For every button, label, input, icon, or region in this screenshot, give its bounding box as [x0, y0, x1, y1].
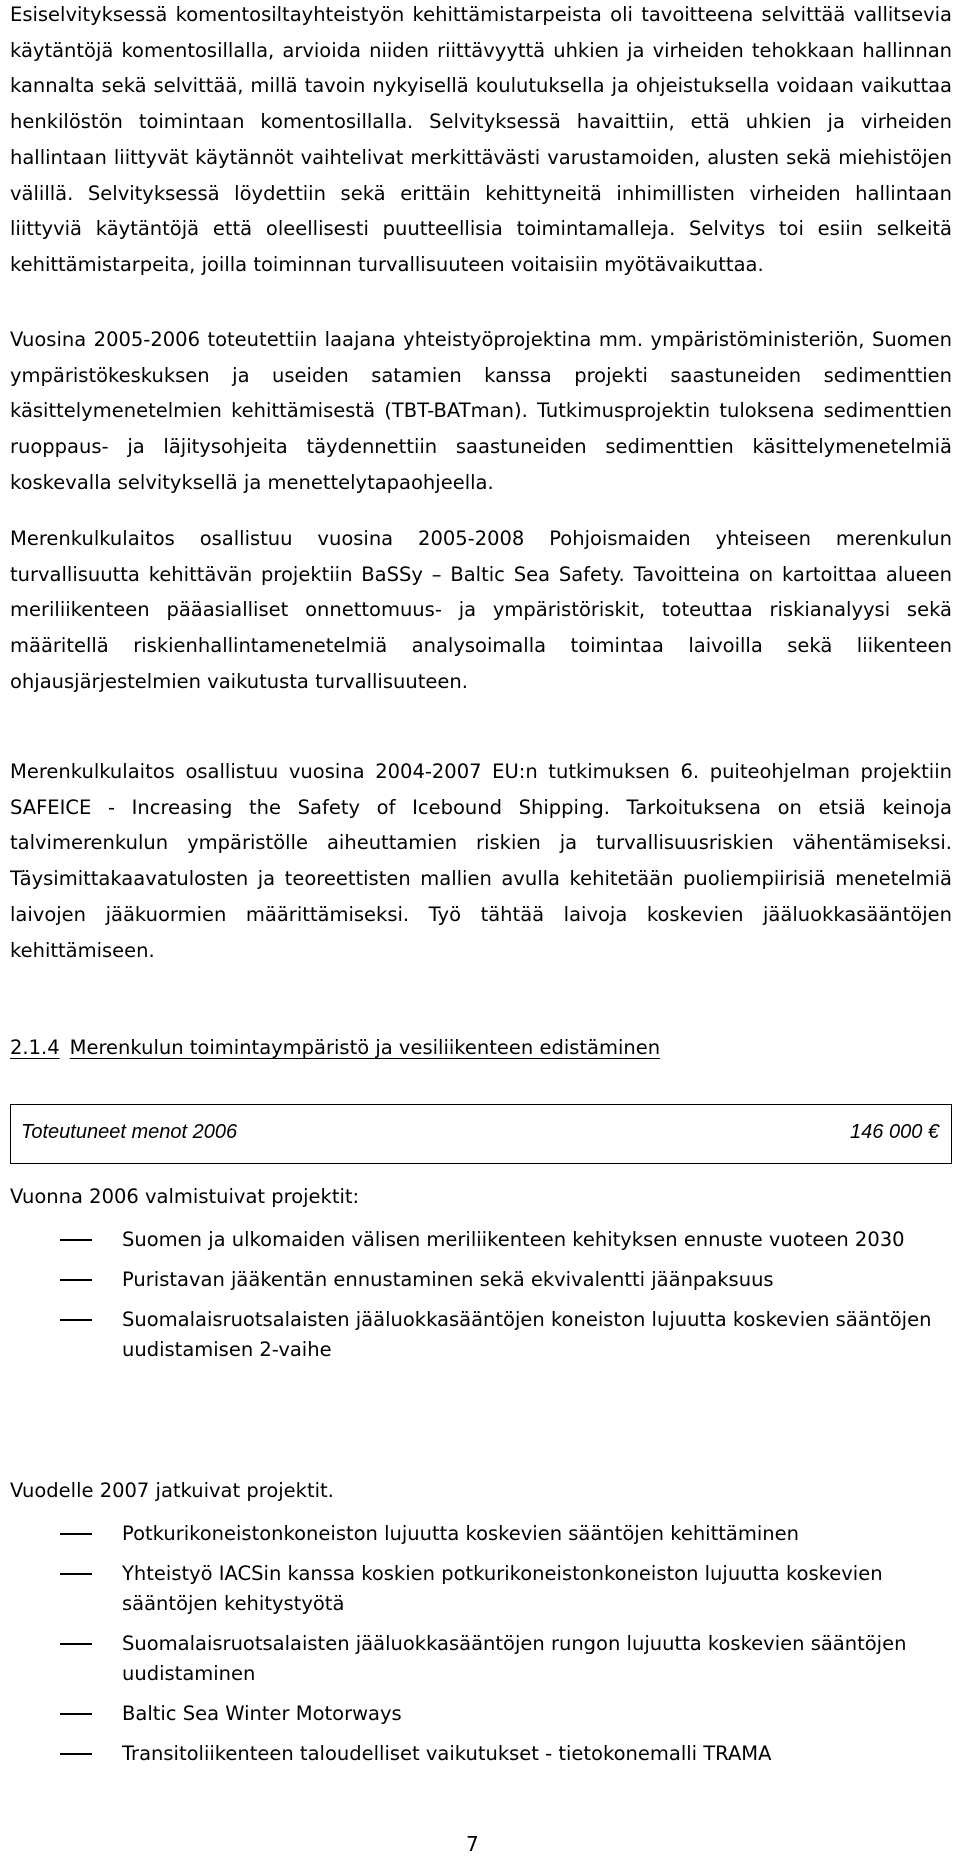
page-number: 7	[466, 1832, 479, 1856]
list-item-text: Puristavan jääkentän ennustaminen sekä ekvivalentti jäänpaksuus	[122, 1268, 774, 1291]
list-item	[10, 1225, 952, 1255]
continued-projects-list	[10, 1519, 952, 1779]
continued-projects-intro: Vuodelle 2007 jatkuivat projektit.	[10, 1479, 334, 1502]
list-item	[10, 1699, 952, 1729]
list-item-text: Transitoliikenteen taloudelliset vaikutukset - tietokonemalli TRAMA	[122, 1742, 772, 1765]
dash-bullet	[60, 1753, 92, 1755]
paragraph-tbt-batman: Vuosina 2005-2006 toteutettiin laajana yhteistyöprojektina mm. ympäristöministeriön, Suomen ympäristökeskuksen ja useiden satamien kanssa projekti saastuneiden sedimenttien käsittelymenetelmien kehittämisestä (TBT-BATman). Tutkimusprojektin tuloksena sedimenttien ruoppaus- ja läjitysohjeita täydennettiin saastuneiden sedimenttien käsittelymenetelmiä koskevalla selvityksellä ja menettelytapaohjeella.	[10, 328, 952, 494]
section-title: Merenkulun toimintaympäristö ja vesiliikenteen edistäminen	[69, 1036, 661, 1059]
paragraph-bassy: Merenkulkulaitos osallistuu vuosina 2005-2008 Pohjoismaiden yhteiseen merenkulun turvallisuutta kehittävän projektiin BaSSy – Baltic Sea Safety. Tavoitteina on kartoittaa alueen meriliikenteen pääasialliset onnettomuus- ja ympäristöriskit, toteuttaa riskianalyysi sekä määritellä riskienhallintamenetelmiä analysoimalla toimintaa laivoilla sekä liikenteen ohjausjärjestelmien vaikutusta turvallisuuteen.	[10, 527, 952, 693]
completed-projects-list	[10, 1225, 952, 1375]
list-item	[10, 1739, 952, 1769]
list-item	[10, 1519, 952, 1549]
list-item-text: Yhteistyö IACSin kanssa koskien potkurikoneistonkoneiston lujuutta koskevien sääntöjen kehitystyötä	[122, 1562, 883, 1615]
list-item	[10, 1265, 952, 1295]
list-item-text: Suomalaisruotsalaisten jääluokkasääntöjen koneiston lujuutta koskevien sääntöjen uudistamisen 2-vaihe	[122, 1308, 932, 1361]
dash-bullet	[60, 1279, 92, 1281]
completed-projects-intro: Vuonna 2006 valmistuivat projektit:	[10, 1185, 360, 1208]
list-item	[10, 1629, 952, 1689]
section-number: 2.1.4	[10, 1036, 60, 1059]
list-item-text: Suomalaisruotsalaisten jääluokkasääntöjen rungon lujuutta koskevien sääntöjen uudistaminen	[122, 1632, 907, 1685]
dash-bullet	[60, 1319, 92, 1321]
list-item-text: Potkurikoneistonkoneiston lujuutta koskevien sääntöjen kehittäminen	[122, 1522, 799, 1545]
list-item	[10, 1559, 952, 1619]
list-item	[10, 1305, 952, 1365]
dash-bullet	[60, 1643, 92, 1645]
dash-bullet	[60, 1533, 92, 1535]
cost-label: Toteutuneet menot 2006	[21, 1121, 238, 1143]
dash-bullet	[60, 1239, 92, 1241]
cost-table	[10, 1104, 952, 1164]
dash-bullet	[60, 1573, 92, 1575]
list-item-text: Baltic Sea Winter Motorways	[122, 1702, 402, 1725]
dash-bullet	[60, 1713, 92, 1715]
cost-amount: 146 000 €	[850, 1121, 939, 1143]
section-heading	[10, 1033, 660, 1063]
paragraph-safeice: Merenkulkulaitos osallistuu vuosina 2004-2007 EU:n tutkimuksen 6. puiteohjelman projektiin SAFEICE - Increasing the Safety of Icebound Shipping. Tarkoituksena on etsiä keinoja talvimerenkulun ympäristölle aiheuttamien riskien ja turvallisuusriskien vähentämiseksi. Täysimittakaavatulosten ja teoreettisten mallien avulla kehitetään puoliempiirisiä menetelmiä laivojen jääkuormien määrittämiseksi. Työ tähtää laivoja koskevien jääluokkasääntöjen kehittämiseen.	[10, 760, 952, 962]
list-item-text: Suomen ja ulkomaiden välisen meriliikenteen kehityksen ennuste vuoteen 2030	[122, 1228, 905, 1251]
paragraph-bridge-cooperation: Esiselvityksessä komentosiltayhteistyön kehittämistarpeista oli tavoitteena selvittää vallitsevia käytäntöjä komentosillalla, arvioida niiden riittävyyttä uhkien ja virheiden tehokkaan hallinnan kannalta sekä selvittää, millä tavoin nykyisellä koulutuksella ja ohjeistuksella voidaan vaikuttaa henkilöstön toimintaan komentosillalla. Selvityksessä havaittiin, että uhkien ja virheiden hallintaan liittyvät käytännöt vaihtelivat merkittävästi varustamoiden, alusten sekä miehistöjen välillä. Selvityksessä löydettiin sekä erittäin kehittyneitä inhimillisten virheiden hallintaan liittyviä käytäntöjä että oleellisesti puutteellisia toimintamalleja. Selvitys toi esiin selkeitä kehittämistarpeita, joilla toiminnan turvallisuuteen voitaisiin myötävaikuttaa.	[10, 3, 952, 276]
